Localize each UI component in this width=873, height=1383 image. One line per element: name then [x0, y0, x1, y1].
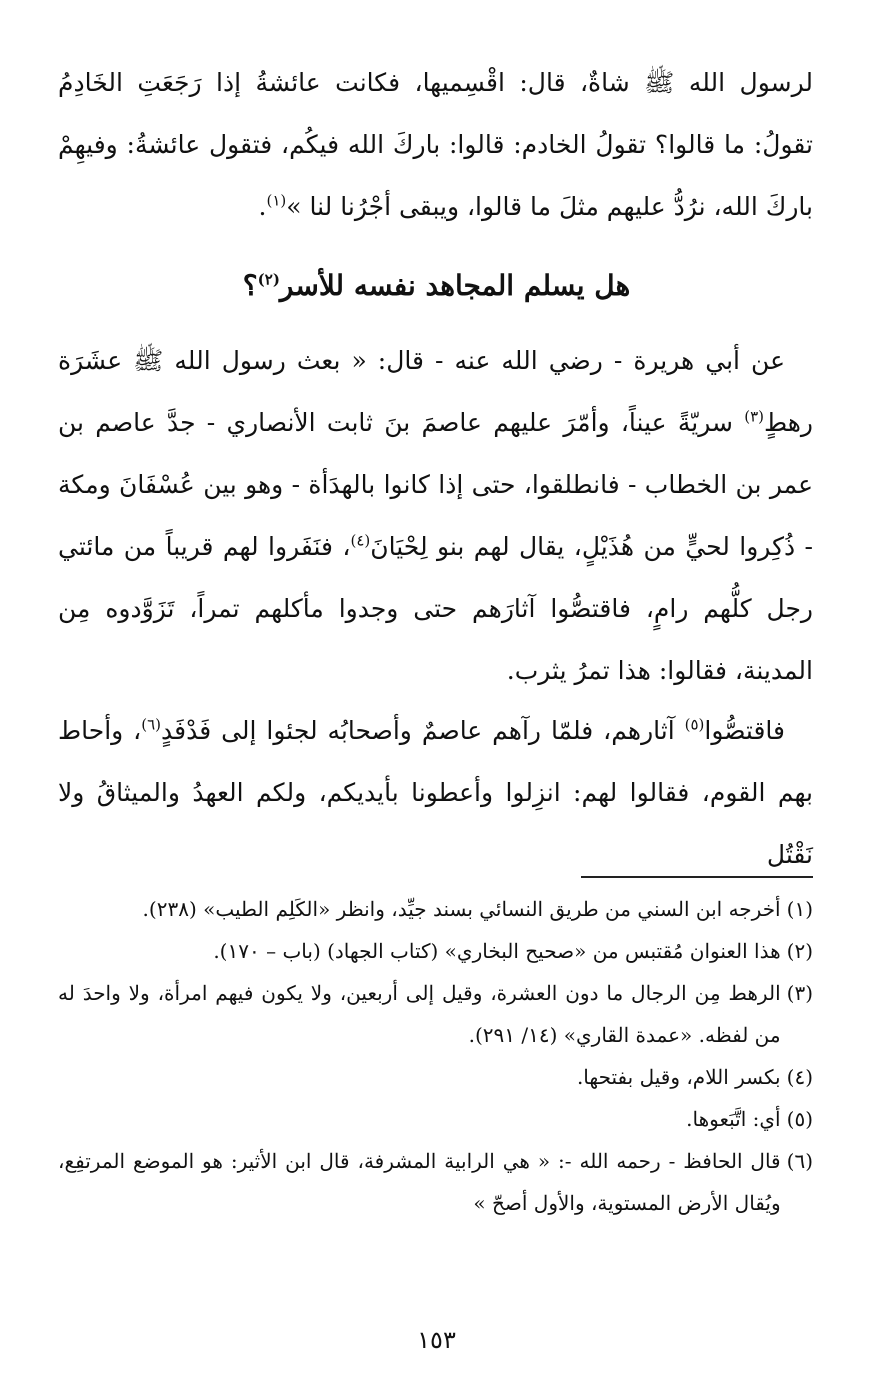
footnote-number: (٤) [786, 1065, 813, 1089]
footnote-ref-3: (٣) [744, 407, 764, 426]
intro-text [58, 52, 813, 238]
paragraph-1-part-3: ، فنَفَروا لهم قريباً من مائتي رجل كلُّهم رامٍ، فاقتصُّوا آثارَهم حتى وجدوا مأكلهم تمراً، تَزَوَّدوه مِن المدينة، فقالوا: هذا تمرُ يثرب. [58, 532, 813, 685]
footnote-text: بكسر اللام، وقيل بفتحها. [576, 1065, 781, 1089]
hadith-paragraph-1 [58, 330, 813, 702]
footnote-ref-2: (٢) [257, 270, 280, 289]
footnote-ref-5: (٥) [684, 715, 705, 734]
intro-paragraph [58, 52, 813, 238]
footnote-number: (١) [786, 897, 813, 921]
footnote-text: قال الحافظ - رحمه الله -: « هي الرابية المشرفة، قال ابن الأثير: هو الموضع المرتفِع، ويُقال الأرض المستوية، والأول أصحّ » [58, 1149, 781, 1215]
footnote-3 [58, 972, 813, 1056]
hadith-paragraph-2 [58, 700, 813, 886]
intro-body: لرسول الله ﷺ شاةٌ، قال: اقْسِميها، فكانت عائشةُ إذا رَجَعَتِ الخَادِمُ تقولُ: ما قالوا؟ تقولُ الخادم: قالوا: باركَ الله فيكُم، فتقول عائشةُ: وفيهِمْ باركَ الله، نرُدُّ عليهم مثلَ ما قالوا، ويبقى أجْرُنا لنا » [58, 68, 813, 221]
footnote-text: الرهط مِن الرجال ما دون العشرة، وقيل إلى أربعين، ولا يكون فيهم امرأة، ولا واحدَ له من لفظه. «عمدة القاري» (١٤/ ٢٩١). [58, 981, 781, 1047]
footnotes [58, 888, 813, 1224]
paragraph-2-part-2: آثارهم، فلمّا رآهم عاصمٌ وأصحابُه لجئوا إلى فَدْفَدٍ [161, 716, 685, 745]
footnote-number: (٣) [786, 981, 813, 1005]
footnote-ref-6: (٦) [141, 715, 161, 734]
paragraph-1-part-1: عن أبي هريرة - رضي الله عنه - قال: « بعث رسول الله ﷺ عشَرَة رهطٍ [58, 346, 813, 437]
footnote-text: أي: اتَّبَعوها. [686, 1107, 781, 1131]
footnote-separator [581, 876, 813, 878]
paragraph-2-part-1: فاقتصُّوا [704, 716, 785, 745]
footnote-text: هذا العنوان مُقتبس من «صحيح البخاري» (كتاب الجهاد) (باب – ١٧٠). [213, 939, 781, 963]
page-number: ١٥٣ [417, 1326, 456, 1354]
paragraph-2-text [58, 700, 813, 886]
footnote-2 [58, 930, 813, 972]
footnote-number: (٥) [786, 1107, 813, 1131]
heading-end: ؟ [242, 269, 258, 302]
footnote-4 [58, 1056, 813, 1098]
footnote-ref-1: (١) [266, 191, 287, 210]
paragraph-1-part-2: سريّةً عيناً، وأمّرَ عليهم عاصمَ بنَ ثابت الأنصاري - جدَّ عاصم بن عمر بن الخطاب - فانطلقوا، حتى إذا كانوا بالهدَأة - وهو بين عُسْفَانَ ومكة - ذُكِروا لحيٍّ من هُذَيْلٍ، يقال لهم بنو لِحْيَانَ [58, 408, 813, 561]
paragraph-2-part-3: ، وأحاط بهم القوم، فقالوا لهم: انزِلوا وأعطونا بأيديكم، ولكم العهدُ والميثاقُ ولا نَقْتُل [58, 716, 813, 869]
footnote-number: (٢) [786, 939, 813, 963]
paragraph-1-text [58, 330, 813, 702]
footnote-5 [58, 1098, 813, 1140]
heading-text: هل يسلم المجاهد نفسه للأسر [279, 269, 631, 302]
intro-end: . [258, 192, 267, 221]
section-heading [0, 258, 873, 314]
footnote-1 [58, 888, 813, 930]
footnote-6 [58, 1140, 813, 1224]
footnote-text: أخرجه ابن السني من طريق النسائي بسند جيِّد، وانظر «الكَلِم الطيب» (٢٣٨). [142, 897, 781, 921]
footnote-number: (٦) [786, 1149, 813, 1173]
footnote-ref-4: (٤) [350, 531, 371, 550]
